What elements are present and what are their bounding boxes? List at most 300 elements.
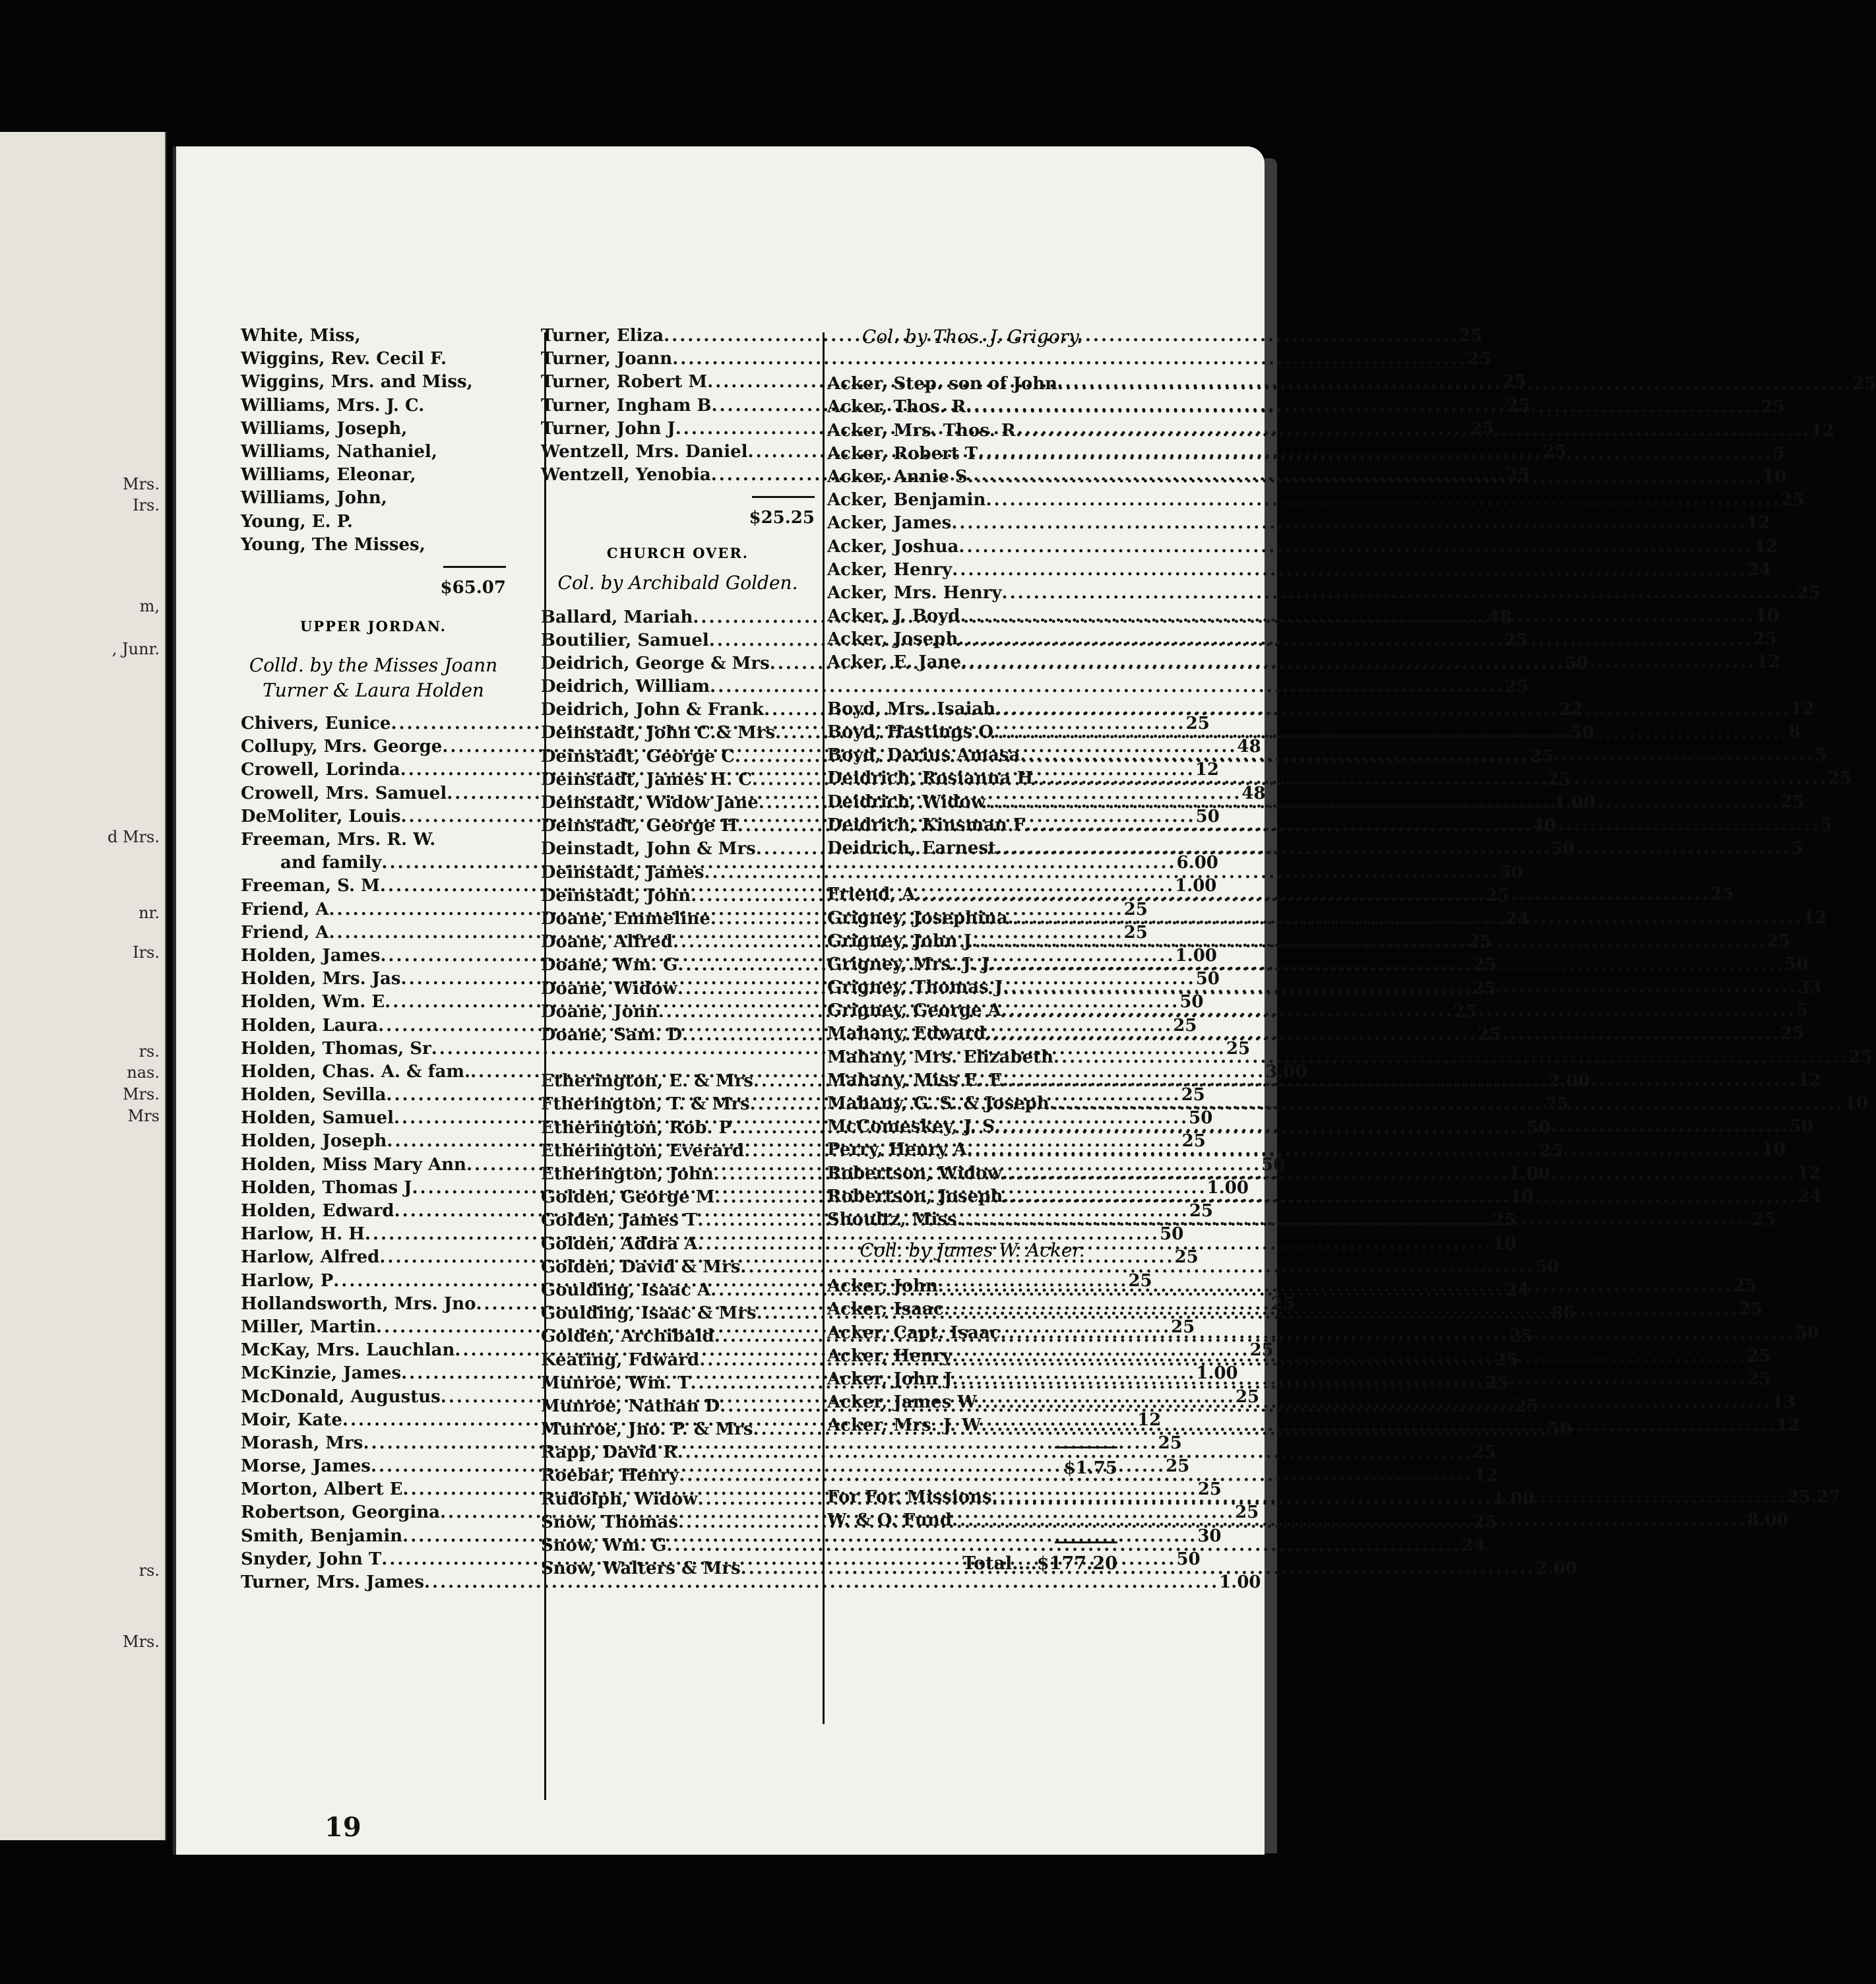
entry-name: Holden, Thomas J bbox=[241, 1177, 412, 1198]
entry-amount: 25.27 bbox=[1786, 1487, 1841, 1507]
entry-amount: 25 bbox=[1197, 1479, 1222, 1500]
entry-amount: 25 bbox=[1173, 1015, 1197, 1036]
leader-dots bbox=[995, 698, 1790, 721]
entry-amount: 25 bbox=[1181, 1131, 1206, 1152]
entry-amount: 12 bbox=[1753, 536, 1778, 557]
entry-name: Deidrich, Earnest bbox=[827, 838, 997, 858]
entry-name: Wiggins, Rev. Cecil F. bbox=[241, 349, 447, 369]
entry-amount: 50 bbox=[1551, 839, 1575, 859]
entry-name: Acker, John bbox=[827, 1276, 938, 1297]
entry-name: Ftherington, T. & Mrs bbox=[541, 1094, 750, 1115]
entry-amount: 25 bbox=[1780, 791, 1805, 812]
entry-amount: 25 bbox=[1509, 1326, 1534, 1347]
entry-name: Williams, Joseph, bbox=[241, 418, 408, 439]
entry-name: Friend, A bbox=[241, 899, 329, 919]
entry-name: DeMoliter, Louis bbox=[241, 806, 401, 826]
entry-amount: 25 bbox=[1477, 1024, 1501, 1045]
spacer bbox=[827, 1263, 1117, 1275]
entry-amount: 25 bbox=[1542, 441, 1567, 462]
leader-dots bbox=[1057, 373, 1852, 396]
entry-amount: 25 bbox=[1492, 1210, 1516, 1231]
entry-name: and family bbox=[280, 853, 382, 873]
left-fragment-text: Mrs. bbox=[123, 1632, 160, 1651]
entry-name: Williams, Eleonar, bbox=[241, 465, 416, 485]
entry-name: Harlow, Alfred bbox=[241, 1247, 380, 1268]
entry-name: Snow, Wm. G bbox=[541, 1535, 667, 1555]
entry-name: Young, E. P. bbox=[241, 511, 353, 532]
entry-amount: 50 bbox=[1570, 723, 1594, 743]
entry-name: Holden, Chas. A. & fam. bbox=[241, 1061, 471, 1082]
list-item bbox=[241, 394, 506, 418]
entry-amount: 10 bbox=[1761, 1140, 1786, 1160]
entry-amount: 25 bbox=[1123, 899, 1148, 919]
entry-amount: 12 bbox=[1802, 908, 1827, 928]
entry-amount: 25 bbox=[1751, 1209, 1776, 1229]
entry-name: Wentzell, Mrs. Daniel bbox=[541, 441, 748, 462]
leader-dots bbox=[1025, 814, 1820, 837]
entry-amount: 86 bbox=[1551, 1303, 1575, 1324]
collector-line: Colld. by the Misses Joann bbox=[249, 654, 498, 677]
leader-dots bbox=[1002, 1162, 1797, 1185]
list-item bbox=[541, 1441, 1497, 1464]
entry-name: Acker, Annie S bbox=[827, 466, 968, 487]
entry-amount: 48 bbox=[1241, 783, 1266, 803]
entry-name: Doane, Sam. D bbox=[541, 1024, 683, 1045]
entry-amount: 25 bbox=[1506, 395, 1530, 416]
entry-name: Turner, Mrs. James bbox=[241, 1572, 424, 1592]
entry-amount: 25 bbox=[1189, 1201, 1213, 1221]
entry-name: Acker, J. Boyd bbox=[827, 606, 960, 627]
entry-amount: 25 bbox=[1453, 1001, 1478, 1022]
entry-name: Robertson, Georgina bbox=[241, 1503, 440, 1523]
entry-name: Etherington, John bbox=[541, 1164, 714, 1184]
entry-amount: 25 bbox=[1249, 1340, 1274, 1361]
entry-name: Holden, Mrs. Jas bbox=[241, 969, 401, 989]
entry-name: Deinstadt, George H bbox=[541, 816, 737, 836]
leader-dots bbox=[1053, 1046, 1848, 1069]
left-fragment-text: d Mrs. bbox=[108, 828, 160, 846]
collector-line: Col. by Archibald Golden. bbox=[557, 571, 798, 594]
leader-dots bbox=[981, 1414, 1776, 1437]
subtotal-rule bbox=[241, 557, 506, 576]
entry-amount: 25 bbox=[1848, 1047, 1873, 1067]
entry-name: Roebar, Henry bbox=[541, 1466, 679, 1486]
entry-amount: 12 bbox=[1790, 698, 1815, 719]
entry-amount: 50 bbox=[1179, 992, 1204, 1012]
entry-name: Williams, Mrs. J. C. bbox=[241, 395, 425, 416]
leader-dots bbox=[967, 1138, 1762, 1162]
subtotal: $65.07 bbox=[440, 577, 506, 598]
entry-name: Acker, Henry bbox=[827, 1346, 953, 1366]
entry-amount: 1.00 bbox=[1492, 1489, 1535, 1509]
entry-name: Deinstadt, John C.& Mrs bbox=[541, 723, 776, 743]
entry-name: Mahany, Mrs. Elizabeth bbox=[827, 1047, 1054, 1067]
entry-name: Robertson, Joseph bbox=[827, 1186, 1003, 1206]
list-item bbox=[241, 1571, 1261, 1594]
entry-amount: 30 bbox=[1197, 1526, 1222, 1546]
leader-dots bbox=[966, 396, 1761, 419]
leader-dots bbox=[985, 791, 1780, 814]
entry-name: Rapp, David R bbox=[541, 1442, 677, 1463]
spacer bbox=[541, 530, 815, 545]
entry-amount: 48 bbox=[1237, 737, 1261, 757]
entry-amount: 25 bbox=[1171, 1317, 1195, 1337]
entry-name: Acker, Step. son of John bbox=[827, 374, 1058, 394]
entry-amount: 25 bbox=[1753, 629, 1777, 650]
entry-name: Williams, John, bbox=[241, 488, 387, 509]
entry-name: Acker, Benjamin bbox=[827, 490, 986, 511]
entry-name: Wiggins, Mrs. and Miss, bbox=[241, 372, 473, 392]
leader-dots bbox=[960, 605, 1755, 628]
leader-dots bbox=[951, 512, 1746, 535]
entry-name: Doane, Alfred bbox=[541, 932, 673, 952]
leader-dots bbox=[1003, 1069, 1798, 1092]
list-item bbox=[541, 675, 1529, 698]
entry-name: Robertson, Widow bbox=[827, 1163, 1002, 1183]
leader-dots bbox=[1016, 419, 1811, 443]
entry-name: Friend, A bbox=[827, 884, 916, 905]
entry-name: McComeskey, J. S bbox=[827, 1117, 995, 1137]
list-item bbox=[241, 441, 506, 464]
leader-dots bbox=[952, 1368, 1747, 1391]
entry-name: Shoultz, Miss bbox=[827, 1209, 957, 1229]
entry-amount: 12 bbox=[1137, 1410, 1162, 1430]
entry-name: Snow, Thomas bbox=[541, 1512, 678, 1532]
entry-name: Holden, Miss Mary Ann bbox=[241, 1154, 466, 1175]
entry-amount: 1.00 bbox=[1219, 1572, 1261, 1592]
list-item bbox=[827, 350, 1117, 373]
entry-amount: 25 bbox=[1472, 978, 1497, 999]
entry-name: Deidrich, Rosianna H bbox=[827, 768, 1034, 789]
entry-name: Acker, Isaac bbox=[827, 1299, 944, 1320]
entry-name: Perry, Henry A bbox=[827, 1140, 967, 1160]
entry-amount: 6.00 bbox=[1176, 853, 1218, 873]
entry-amount: 25 bbox=[1780, 490, 1805, 511]
entry-amount: 50 bbox=[1564, 653, 1589, 673]
entry-amount: 25 bbox=[1494, 1349, 1518, 1370]
entry-amount: 25 bbox=[1780, 1024, 1805, 1044]
entry-name: Deidrich, William bbox=[541, 677, 710, 697]
entry-name: Grigney, Thomas J bbox=[827, 977, 1003, 998]
collector-line: Turner & Laura Holden bbox=[263, 679, 484, 702]
entry-amount: 33 bbox=[1798, 977, 1822, 998]
entry-amount: 50 bbox=[1160, 1224, 1184, 1245]
entry-amount: 25 bbox=[1472, 1442, 1497, 1463]
entry-amount: 25 bbox=[1158, 1433, 1182, 1453]
entry-amount: 25 bbox=[1852, 374, 1876, 394]
entry-amount: 25 bbox=[1181, 1085, 1205, 1105]
entry-name: Doane, Jonn bbox=[541, 1001, 658, 1022]
entry-name: Etherington, Rob. P bbox=[541, 1117, 732, 1138]
entry-name: Holden, Laura bbox=[241, 1015, 379, 1036]
entry-name: Acker, Henry bbox=[827, 559, 953, 580]
entry-amount: 12 bbox=[1776, 1415, 1800, 1436]
entry-amount: 12 bbox=[1195, 760, 1220, 780]
entry-name: McKinzie, James bbox=[241, 1363, 402, 1384]
leader-dots bbox=[977, 1391, 1772, 1414]
entry-amount: 25 bbox=[1747, 1346, 1771, 1366]
entry-amount: 25 bbox=[1515, 1396, 1539, 1416]
list-item bbox=[827, 1345, 1771, 1368]
entry-name: Turner, Ingham B bbox=[541, 395, 712, 416]
list-item bbox=[241, 511, 506, 534]
list-item bbox=[541, 1047, 815, 1070]
list-item bbox=[827, 1115, 1814, 1138]
left-fragment-text: m, bbox=[139, 597, 160, 615]
list-item bbox=[241, 325, 506, 348]
leader-dots bbox=[952, 1345, 1747, 1368]
spacer bbox=[241, 600, 506, 618]
list-item bbox=[827, 860, 1117, 883]
subtotal: $25.25 bbox=[749, 508, 815, 528]
entry-amount: 50 bbox=[1195, 969, 1220, 989]
entry-amount: 25 bbox=[1226, 1038, 1251, 1059]
entry-amount: 10 bbox=[1762, 466, 1787, 487]
entry-name: Freeman, Mrs. R. W. bbox=[241, 830, 436, 850]
leader-dots bbox=[985, 489, 1780, 512]
entry-name: Morton, Albert E bbox=[241, 1479, 403, 1500]
list-item bbox=[827, 628, 1777, 651]
entry-name: Acker, James W bbox=[827, 1392, 977, 1413]
entry-name: Holden, James bbox=[241, 945, 381, 966]
leader-dots bbox=[958, 536, 1753, 559]
spacer bbox=[241, 703, 506, 712]
entry-amount: 50 bbox=[1784, 954, 1809, 974]
left-fragment-text: Irs. bbox=[133, 496, 160, 514]
spacer bbox=[241, 635, 506, 653]
entry-amount: 10 bbox=[1755, 606, 1779, 627]
entry-amount: 25 bbox=[1761, 397, 1785, 418]
leader-dots bbox=[968, 466, 1763, 489]
list-item bbox=[241, 464, 506, 487]
entry-name: Deinstadt, John bbox=[541, 885, 691, 906]
leader-dots bbox=[915, 883, 1710, 906]
entry-name: Etherington, Everard bbox=[541, 1140, 745, 1161]
entry-amount: 50 bbox=[1548, 1419, 1572, 1440]
entry-name: Harlow, H. H bbox=[241, 1224, 365, 1245]
left-fragment-text: Mrs. bbox=[123, 1085, 160, 1103]
entry-amount: 25 bbox=[1767, 931, 1791, 951]
entry-amount: 12 bbox=[1474, 1466, 1498, 1486]
entry-amount: 24 bbox=[1747, 559, 1771, 580]
entry-amount: 5 bbox=[1796, 1001, 1809, 1021]
page-number: 19 bbox=[325, 1812, 361, 1843]
list-item bbox=[241, 418, 506, 441]
entry-name: Deinstadt, James bbox=[541, 862, 704, 883]
left-fragment-text: nas. bbox=[127, 1063, 160, 1082]
entry-name: W. & O. Fund bbox=[827, 1510, 952, 1530]
entry-name: Rudolph, Widow bbox=[541, 1489, 698, 1509]
leader-dots bbox=[1001, 999, 1796, 1022]
entry-name: Mahany, G. S. & Joseph bbox=[827, 1094, 1049, 1113]
entry-amount: 25 bbox=[1166, 1456, 1190, 1477]
entry-name: Crowell, Mrs. Samuel bbox=[241, 783, 447, 803]
spacer bbox=[827, 1231, 1117, 1238]
entry-name: Deinstadt, Widow Jane bbox=[541, 793, 759, 813]
entry-amount: 10 bbox=[1844, 1094, 1869, 1113]
left-page-fragment bbox=[0, 132, 166, 1840]
entry-name: Holden, Joseph bbox=[241, 1131, 387, 1152]
entry-amount: 2.00 bbox=[1548, 1071, 1590, 1092]
left-fragment-text: nr. bbox=[139, 904, 160, 922]
collector-line: Coll. by James W. Acker. bbox=[860, 1239, 1085, 1262]
entry-amount: 25 bbox=[1502, 372, 1526, 392]
leader-dots bbox=[1033, 767, 1828, 790]
entry-name: Holden, Wm. E bbox=[241, 992, 385, 1012]
spacer bbox=[541, 596, 815, 606]
leader-dots bbox=[993, 721, 1788, 744]
leader-dots bbox=[978, 443, 1772, 466]
leader-dots bbox=[952, 1509, 1747, 1532]
entry-amount: 5 bbox=[1791, 838, 1803, 858]
entry-name: Boyd, Mrs. Isaiah bbox=[827, 698, 996, 719]
spacer bbox=[541, 561, 815, 571]
list-item bbox=[241, 371, 506, 394]
entry-name: Freeman, S. M bbox=[241, 876, 380, 896]
entry-name: Keating, Fdward bbox=[541, 1349, 700, 1370]
left-fragment-text: rs. bbox=[139, 1561, 160, 1580]
entry-amount: 25 bbox=[1473, 1512, 1497, 1532]
entry-amount: 8.00 bbox=[1747, 1510, 1789, 1530]
leader-dots bbox=[944, 1298, 1739, 1321]
entry-name: Smith, Benjamin bbox=[241, 1526, 403, 1546]
entry-name: Holden, Samuel bbox=[241, 1108, 394, 1129]
entry-amount: 25 bbox=[1458, 326, 1483, 346]
entry-amount: 24 bbox=[1505, 908, 1530, 929]
entry-amount: 22 bbox=[1559, 700, 1583, 720]
entry-amount: 25 bbox=[1733, 1276, 1757, 1297]
entry-name: Mahany, Miss E. E bbox=[827, 1070, 1003, 1090]
entry-name: Acker, James bbox=[827, 513, 952, 534]
entry-name: Deidrich, John & Frank bbox=[541, 700, 765, 720]
entry-amount: 50 bbox=[1195, 806, 1220, 826]
entry-name: Friend, A bbox=[241, 922, 329, 943]
entry-amount: 24 bbox=[1505, 1280, 1530, 1300]
list-item bbox=[827, 536, 1778, 559]
entry-amount: 50 bbox=[1261, 1154, 1286, 1175]
entry-name: Morse, James bbox=[241, 1456, 371, 1477]
list-item bbox=[827, 489, 1805, 512]
entry-name: Holden, Edward bbox=[241, 1201, 394, 1221]
entry-name: Hollandsworth, Mrs. Jno bbox=[241, 1293, 476, 1314]
entry-name: Acker, John J bbox=[827, 1369, 953, 1389]
entry-amount: 25 bbox=[1530, 746, 1554, 766]
leader-dots bbox=[989, 953, 1784, 976]
entry-amount: 50 bbox=[1789, 1117, 1814, 1137]
entry-name: Doane, Emmeline bbox=[541, 908, 710, 929]
leader-dots bbox=[992, 1486, 1787, 1509]
entry-name: Deidrich, Kinsman F bbox=[827, 815, 1026, 835]
entry-name: Acker, Capt. Isaac bbox=[827, 1322, 1001, 1343]
leader-dots bbox=[1003, 976, 1798, 999]
entry-amount: 8 bbox=[1788, 722, 1801, 742]
entry-name: Deinstadt, George C bbox=[541, 746, 735, 766]
entry-amount: 25 bbox=[1505, 465, 1530, 485]
leader-dots bbox=[996, 837, 1791, 860]
entry-name: Grigney, John J bbox=[827, 931, 972, 951]
entry-name: Harlow, P bbox=[241, 1270, 334, 1291]
entry-name: Acker, Thos. R bbox=[827, 397, 966, 418]
entry-name: McDonald, Augustus bbox=[241, 1386, 441, 1407]
entry-amount: 48 bbox=[1487, 607, 1512, 627]
entry-amount: 3.00 bbox=[1265, 1061, 1307, 1082]
leader-dots bbox=[961, 651, 1756, 674]
entry-amount: 25 bbox=[1485, 1373, 1509, 1393]
entry-name: Boyd, Darius Amasa bbox=[827, 745, 1020, 766]
entry-amount: 50 bbox=[1795, 1322, 1820, 1343]
entry-amount: 1.00 bbox=[1553, 793, 1596, 813]
entry-name: Deidrich, George & Mrs bbox=[541, 653, 770, 673]
entry-name: Moir, Kate bbox=[241, 1410, 342, 1430]
entry-name: Turner, Joann bbox=[541, 349, 673, 369]
entry-amount: 50 bbox=[1176, 1549, 1201, 1569]
list-item bbox=[827, 1046, 1873, 1069]
entry-amount: 5 bbox=[1820, 815, 1832, 835]
leader-dots bbox=[1020, 744, 1815, 767]
entry-amount: 25 bbox=[1123, 922, 1148, 943]
entry-name: White, Miss, bbox=[241, 326, 361, 346]
list-item bbox=[541, 348, 1491, 371]
left-fragment-text: rs. bbox=[139, 1042, 160, 1061]
entry-amount: 25 bbox=[1235, 1386, 1260, 1407]
entry-name: Acker, Robert T bbox=[827, 443, 978, 464]
entry-amount: 50 bbox=[1499, 862, 1523, 883]
subtotal: $1.75 bbox=[1063, 1458, 1117, 1479]
subtotal-rule bbox=[827, 1437, 1117, 1457]
entry-name: Etherington, E. & Mrs bbox=[541, 1071, 753, 1092]
entry-name: Doane, Wm. G bbox=[541, 955, 678, 976]
entry-name: Grigney, George A bbox=[827, 1001, 1001, 1021]
entry-name: Doane, Widow bbox=[541, 978, 677, 999]
left-fragment-text: , Junr. bbox=[111, 640, 160, 658]
entry-name: Turner, Robert M bbox=[541, 372, 708, 392]
spacer bbox=[827, 1481, 1117, 1486]
entry-amount: 12 bbox=[1746, 513, 1770, 534]
entry-amount: 25 bbox=[1235, 1503, 1259, 1523]
entry-amount: 2.00 bbox=[1535, 1559, 1578, 1579]
list-item bbox=[241, 348, 506, 371]
entry-name: Morash, Mrs bbox=[241, 1433, 363, 1453]
left-fragment-text: Mrs. bbox=[123, 475, 160, 493]
entry-name: Acker, Mrs. J. W bbox=[827, 1415, 982, 1436]
entry-name: Acker, Joseph bbox=[827, 629, 958, 650]
list-item bbox=[827, 396, 1785, 419]
left-fragment-text: Mrs bbox=[127, 1107, 160, 1125]
leader-dots bbox=[938, 1275, 1733, 1298]
list-item bbox=[827, 373, 1876, 396]
entry-name: Acker, E. Jane bbox=[827, 652, 961, 673]
entry-name: Young, The Misses, bbox=[241, 534, 425, 555]
entry-amount: 25 bbox=[1539, 1140, 1563, 1161]
entry-name: Turner, Eliza bbox=[541, 326, 664, 346]
entry-name: Snyder, John T bbox=[241, 1549, 382, 1569]
entry-name: Chivers, Eunice bbox=[241, 714, 391, 734]
leader-dots bbox=[957, 1208, 1752, 1231]
entry-amount: 1.00 bbox=[1196, 1363, 1238, 1384]
entry-amount: 25 bbox=[1472, 955, 1497, 976]
entry-amount: 13 bbox=[1771, 1392, 1796, 1413]
entry-name: Acker, Mrs. Henry bbox=[827, 582, 1002, 603]
entry-amount: 1.00 bbox=[1175, 945, 1217, 966]
entry-amount: 25 bbox=[1470, 418, 1495, 439]
entry-name: Golden, Archibald bbox=[541, 1326, 714, 1347]
entry-amount: 50 bbox=[1535, 1256, 1559, 1277]
leader-dots bbox=[1003, 1185, 1798, 1208]
leader-dots bbox=[1002, 582, 1797, 605]
entry-amount: 10 bbox=[1492, 1233, 1516, 1254]
entry-amount: 25 bbox=[1710, 884, 1734, 905]
entry-amount: 25 bbox=[1174, 1247, 1199, 1268]
